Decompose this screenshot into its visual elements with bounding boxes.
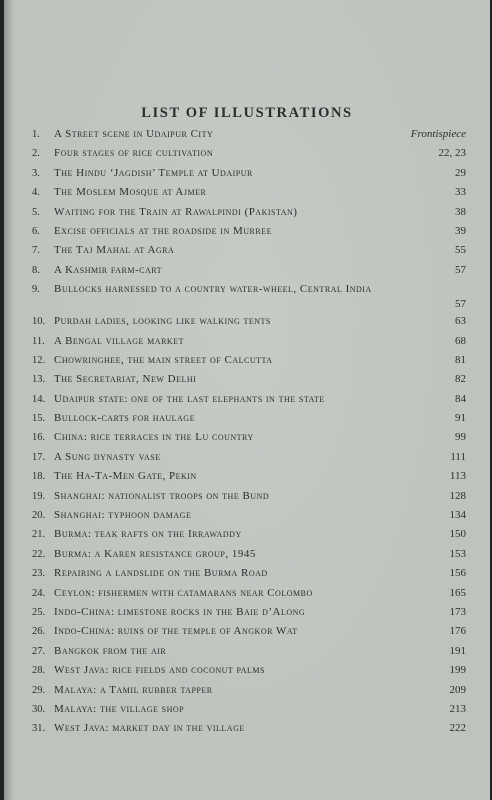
item-number: 15. xyxy=(32,413,46,425)
item-caption: Indo-China: ruins of the temple of Angkor Wat xyxy=(54,625,298,638)
item-number: 11. xyxy=(32,335,45,347)
list-item xyxy=(32,625,466,644)
list-item xyxy=(32,147,466,166)
item-number: 5. xyxy=(32,206,40,218)
list-item xyxy=(32,373,466,392)
item-number: 16. xyxy=(32,432,46,444)
item-caption: Bullocks harnessed to a country water-wheel, Central India xyxy=(54,283,372,296)
item-caption: The Hindu ‘Jagdish’ Temple at Udaipur xyxy=(54,166,253,179)
book-page xyxy=(4,0,490,800)
item-number: 6. xyxy=(32,225,40,237)
item-number: 14. xyxy=(32,393,46,405)
item-number: 24. xyxy=(32,587,46,599)
item-number: 21. xyxy=(32,529,46,541)
item-page: 199 xyxy=(449,664,466,677)
list-item xyxy=(32,393,466,412)
list-item xyxy=(32,528,466,547)
list-item xyxy=(32,186,466,205)
item-caption: A Kashmir farm-cart xyxy=(54,263,162,276)
item-number: 4. xyxy=(32,187,40,199)
item-caption: A Sung dynasty vase xyxy=(54,450,161,463)
item-caption: Burma: teak rafts on the Irrawaddy xyxy=(54,528,242,541)
item-number: 18. xyxy=(32,471,46,483)
item-page: 33 xyxy=(455,186,466,199)
item-number: 2. xyxy=(32,148,40,160)
list-item xyxy=(32,412,466,431)
list-item xyxy=(32,567,466,586)
item-page: 113 xyxy=(449,470,466,483)
item-page: 191 xyxy=(449,644,466,657)
item-page: 84 xyxy=(455,392,466,405)
item-number: 13. xyxy=(32,374,46,386)
list-item xyxy=(32,451,466,470)
item-page: 153 xyxy=(449,547,466,560)
list-item xyxy=(32,587,466,606)
item-page: 173 xyxy=(449,605,466,618)
list-item xyxy=(32,431,466,450)
item-page: 150 xyxy=(449,528,466,541)
item-page: 82 xyxy=(455,373,466,386)
item-page: 39 xyxy=(455,224,466,237)
item-caption: The Ha-Ta-Men Gate, Pekin xyxy=(54,470,197,483)
item-number: 8. xyxy=(32,264,40,276)
illustrations-list xyxy=(32,128,466,742)
item-page: 165 xyxy=(449,586,466,599)
item-number: 10. xyxy=(32,316,46,328)
item-page: 81 xyxy=(455,353,466,366)
item-caption: China: rice terraces in the Lu country xyxy=(54,431,254,444)
list-item xyxy=(32,703,466,722)
item-number: 9. xyxy=(32,284,40,296)
item-number: 20. xyxy=(32,510,46,522)
item-page: 156 xyxy=(449,567,466,580)
list-item xyxy=(32,722,466,741)
page-title: LIST OF ILLUSTRATIONS xyxy=(141,104,353,121)
item-number: 7. xyxy=(32,245,40,257)
item-caption: Burma: a Karen resistance group, 1945 xyxy=(54,547,256,560)
item-number: 12. xyxy=(32,354,46,366)
item-caption: Four stages of rice cultivation xyxy=(54,147,214,160)
item-number: 26. xyxy=(32,626,46,638)
item-caption: A Bengal village market xyxy=(54,334,184,347)
item-page: 134 xyxy=(449,509,466,522)
item-page: 38 xyxy=(455,205,466,218)
item-caption: The Taj Mahal at Agra xyxy=(54,244,175,257)
item-page: 91 xyxy=(455,412,466,425)
item-number: 25. xyxy=(32,606,46,618)
item-page: 111 xyxy=(450,450,466,463)
item-caption: Bullock-carts for haulage xyxy=(54,412,195,425)
list-item xyxy=(32,167,466,186)
list-item xyxy=(32,684,466,703)
item-page: 128 xyxy=(449,489,466,502)
item-caption: A Street scene in Udaipur City xyxy=(54,128,214,140)
item-number: 31. xyxy=(32,723,46,735)
item-number: 19. xyxy=(32,490,46,502)
list-item xyxy=(32,354,466,373)
list-item xyxy=(32,264,466,283)
item-page: 63 xyxy=(455,315,466,328)
item-page: 176 xyxy=(449,625,466,638)
item-page: 222 xyxy=(449,722,466,735)
list-item xyxy=(32,509,466,528)
item-number: 30. xyxy=(32,703,46,715)
list-item xyxy=(32,606,466,625)
item-page: 209 xyxy=(449,683,466,696)
item-page: 22, 23 xyxy=(438,147,466,160)
item-caption: Malaya: the village shop xyxy=(54,702,185,715)
list-item xyxy=(32,645,466,664)
item-caption: Waiting for the Train at Rawalpindi (Pakistan) xyxy=(54,205,298,218)
item-number: 1. xyxy=(32,129,40,140)
item-number: 28. xyxy=(32,665,46,677)
item-caption: Purdah ladies, looking like walking tents xyxy=(54,315,271,328)
list-item xyxy=(32,335,466,354)
list-item xyxy=(32,315,466,334)
item-page: 57 xyxy=(455,298,466,311)
item-number: 23. xyxy=(32,568,46,580)
item-page: 57 xyxy=(455,263,466,276)
item-page: 68 xyxy=(455,334,466,347)
list-item xyxy=(32,490,466,509)
list-item xyxy=(32,664,466,683)
list-item xyxy=(32,283,466,315)
item-caption: Shanghai: nationalist troops on the Bund xyxy=(54,489,270,502)
item-number: 27. xyxy=(32,645,46,657)
list-item xyxy=(32,206,466,225)
item-page: 55 xyxy=(455,244,466,257)
item-number: 22. xyxy=(32,548,46,560)
item-caption: Chowringhee, the main street of Calcutta xyxy=(54,353,273,366)
list-item xyxy=(32,548,466,567)
item-number: 17. xyxy=(32,451,46,463)
list-item xyxy=(32,128,466,147)
item-caption: Indo-China: limestone rocks in the Baie d’Along xyxy=(54,605,306,618)
item-caption: Udaipur state: one of the last elephants in the state xyxy=(54,392,325,405)
item-caption: Bangkok from the air xyxy=(54,644,167,657)
item-caption: Malaya: a Tamil rubber tapper xyxy=(54,683,213,696)
item-caption: Ceylon: fishermen with catamarans near Colombo xyxy=(54,586,313,599)
spine-shadow xyxy=(4,0,14,800)
item-caption: Excise officials at the roadside in Murree xyxy=(54,224,273,237)
item-caption: West Java: market day in the village xyxy=(54,722,245,735)
item-caption: The Moslem Mosque at Ajmer xyxy=(54,186,207,199)
item-page: Frontispiece xyxy=(410,128,466,140)
item-caption: The Secretariat, New Delhi xyxy=(54,373,197,386)
item-page: 29 xyxy=(455,166,466,179)
item-caption: Shanghai: typhoon damage xyxy=(54,509,192,522)
item-number: 3. xyxy=(32,167,40,179)
item-caption: Repairing a landslide on the Burma Road xyxy=(54,567,268,580)
item-page: 213 xyxy=(449,702,466,715)
list-item xyxy=(32,244,466,263)
item-page: 99 xyxy=(455,431,466,444)
item-caption: West Java: rice fields and coconut palms xyxy=(54,664,265,677)
item-number: 29. xyxy=(32,684,46,696)
list-item xyxy=(32,225,466,244)
list-item xyxy=(32,470,466,489)
